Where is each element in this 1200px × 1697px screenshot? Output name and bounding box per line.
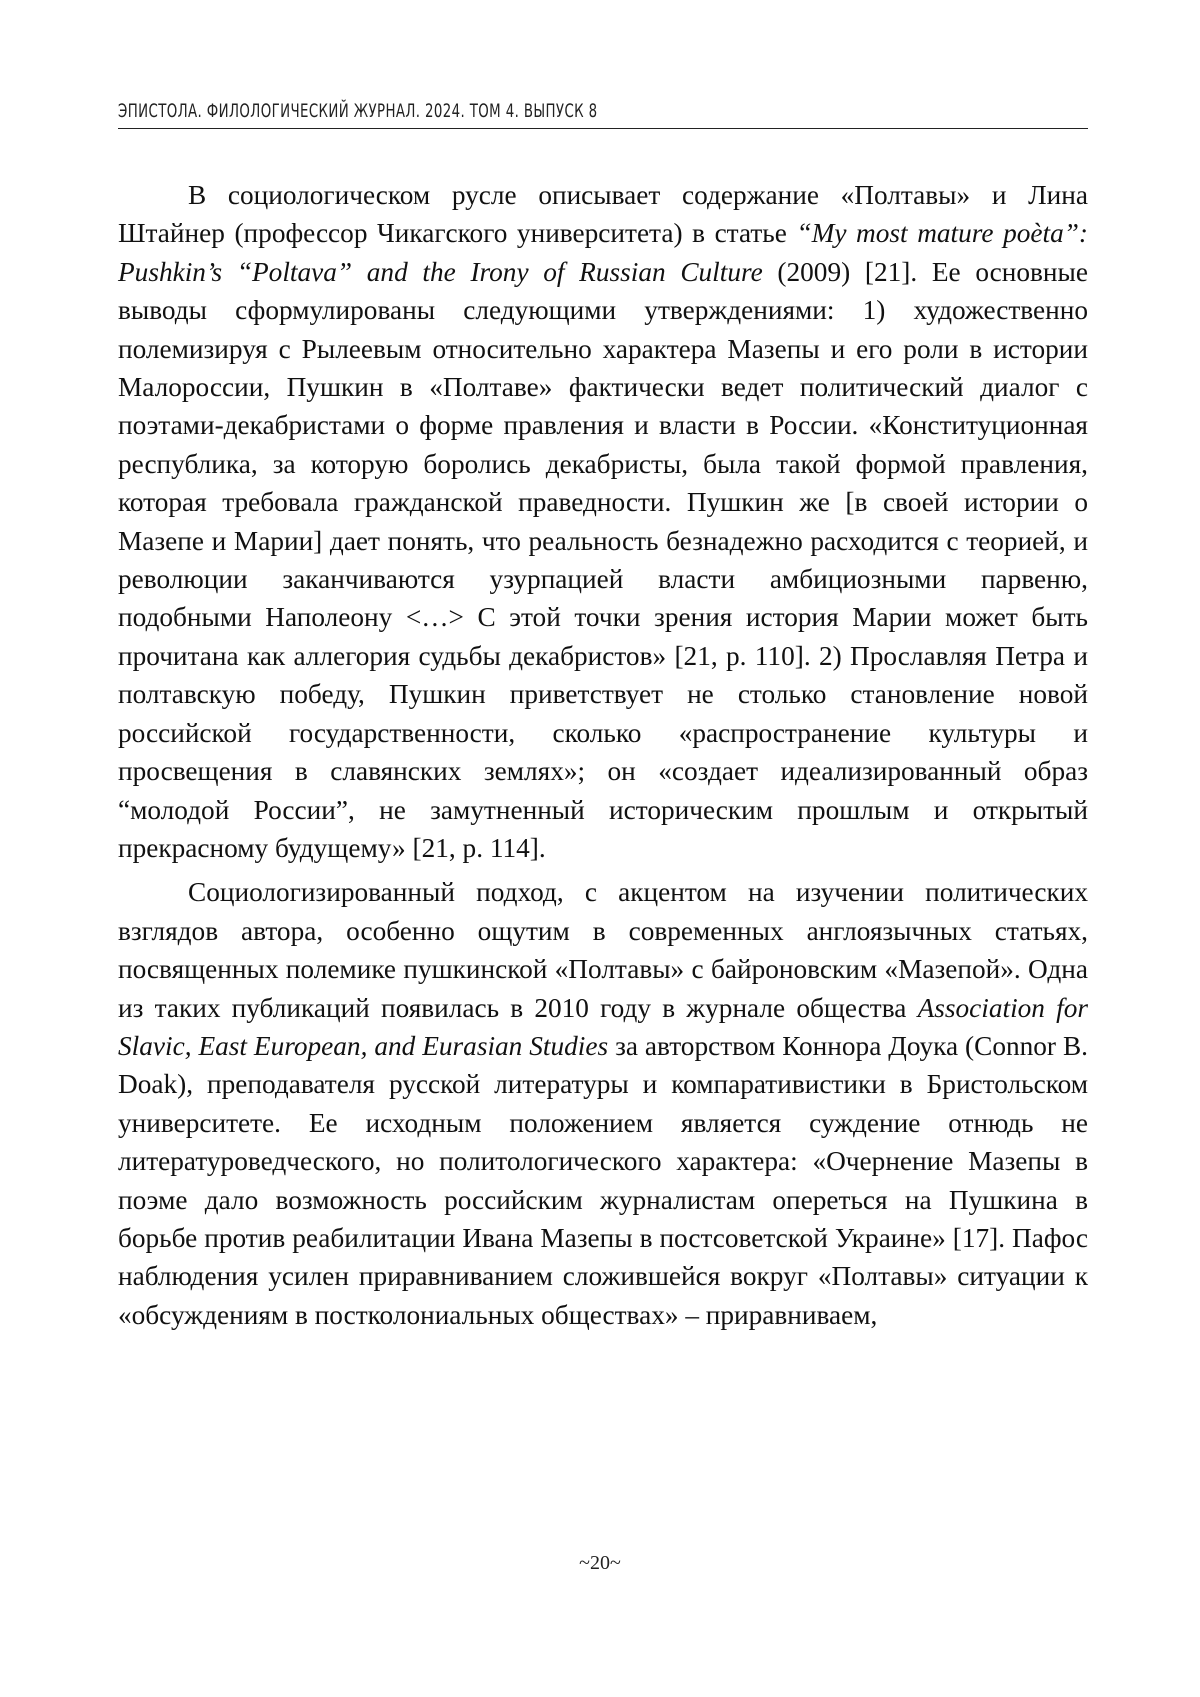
paragraph-text: Социологизированный подход, с акцентом на изучении политических взглядов автора, особенно ощутим в современных англоязычных статьях, посвященных полемике пушкинской «Полтавы» с байроновским «Мазепой». Одна из таких публикаций появилась в 2010 году в журнале общества — [118, 877, 1088, 1023]
paragraph-text: за авторством Коннора Доука (Connor B. Doak), преподавателя русской литературы и компаративистики в Бристольском университете. Ее исходным положением является суждение отнюдь не литературоведческого, но политологического характера: «Очернение Мазепы в поэме дало возможность российским журналистам опереться на Пушкина в борьбе против реабилитации Ивана Мазепы в постсоветской Украине» [17]. Пафос наблюдения усилен приравниванием сложившейся вокруг «Полтавы» ситуации к «обсуждениям в постколониальных обществах» – приравниваем, — [118, 1030, 1088, 1330]
page-number: ~20~ — [579, 1552, 621, 1574]
paragraph-text: В социологическом русле описывает содержание «Полтавы» и Лина Штайнер (профессор Чикагского университета) в статье — [118, 180, 1088, 249]
running-header: ЭПИСТОЛА. ФИЛОЛОГИЧЕСКИЙ ЖУРНАЛ. 2024. ТОМ 4. ВЫПУСК 8 — [118, 100, 598, 122]
paragraph-text: (2009) [21]. Ее основные выводы сформулированы следующими утверждениями: 1) художественно полемизируя с Рылеевым относительно характера Мазепы и его роли в истории Малороссии, Пушкин в «Полтаве» фактически ведет политический диалог с поэтами-декабристами о форме правления и власти в России. «Конституционная республика, за которую боролись декабристы, была такой формой правления, которая требовала гражданской праведности. Пушкин же [в своей истории о Мазепе и Марии] дает понять, что реальность безнадежно расходится с теорией, и революции заканчиваются узурпацией власти амбициозными парвеню, подобными Наполеону <…> С этой точки зрения история Марии может быть прочитана как аллегория судьбы декабристов» [21, p. 110]. 2) Прославляя Петра и полтавскую победу, Пушкин приветствует не столько становление новой российской государственности, сколько «распространение культуры и просвещения в славянских землях»; он «создает идеализированный образ “молодой России”, не замутненный историческим прошлым и открытый прекрасному будущему» [21, p. 114]. — [118, 256, 1088, 863]
article-title: “My most mature poèta”: Pushkin’s “Poltava” and the Irony of Russian Culture — [118, 218, 1088, 287]
paragraph — [118, 176, 1088, 867]
paragraph — [118, 873, 1088, 1334]
journal-name: Association for Slavic, East European, and Eurasian Studies — [118, 992, 1089, 1061]
header-divider — [118, 128, 1088, 129]
body-text — [118, 176, 1088, 1340]
